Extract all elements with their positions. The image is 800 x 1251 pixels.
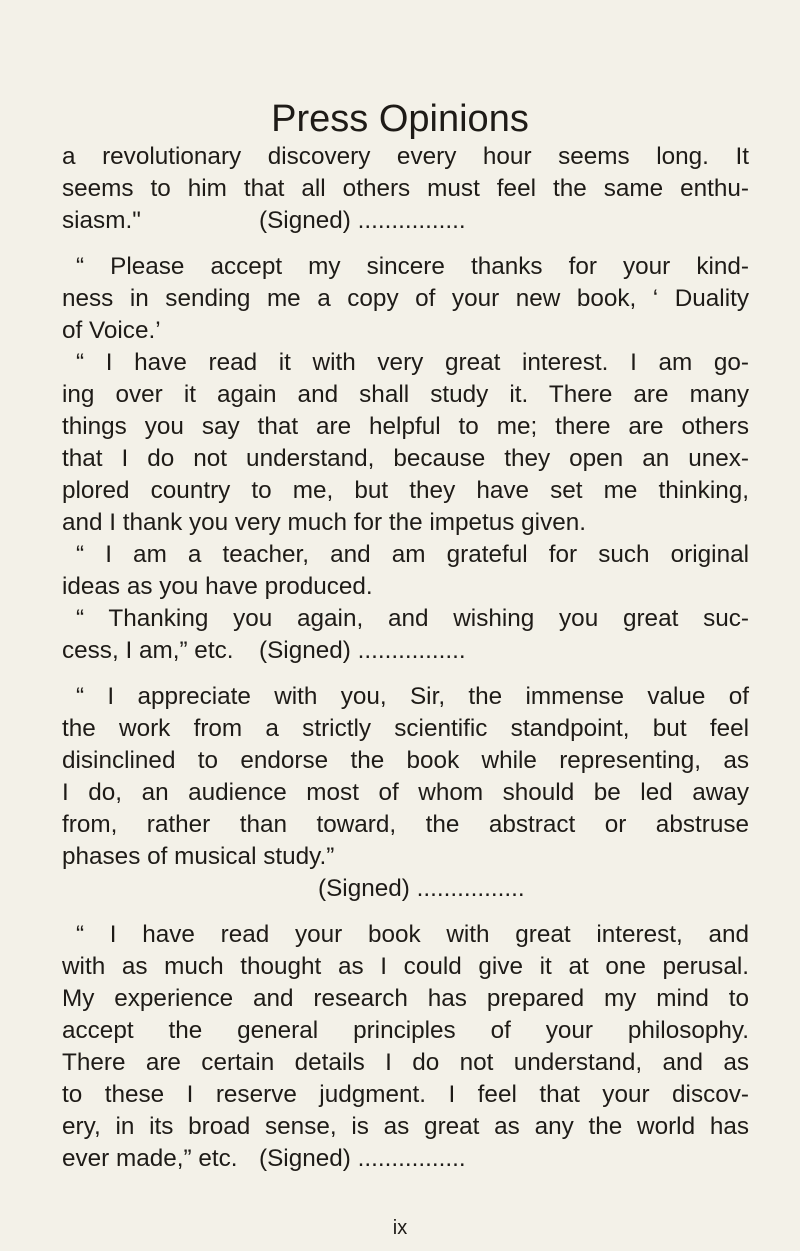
text-line: disinclined to endorse the book while representing, as — [62, 747, 749, 774]
text-line: siasm." — [62, 207, 141, 234]
paragraph-gap — [62, 905, 749, 919]
text-line: ideas as you have produced. — [62, 573, 373, 600]
text-line: of Voice.’ — [62, 317, 161, 344]
text-line: I do, an audience most of whom should be led away — [62, 779, 749, 806]
text-line: things you say that are helpful to me; there are others — [62, 413, 749, 440]
text-line: “ I am a teacher, and am grateful for such original — [76, 541, 749, 568]
signature-line: (Signed) ................ — [259, 637, 466, 664]
text-line: with as much thought as I could give it at one perusal. — [62, 953, 749, 980]
text-line: ness in sending me a copy of your new book, ‘ Duality — [62, 285, 749, 312]
paragraph-gap — [62, 237, 749, 251]
letter-3 — [62, 681, 749, 905]
text-line: plored country to me, but they have set me thinking, — [62, 477, 749, 504]
text-line: “ I appreciate with you, Sir, the immense value of — [76, 683, 749, 710]
letter-4 — [62, 919, 749, 1175]
text-line: to these I reserve judgment. I feel that your discov- — [62, 1081, 749, 1108]
signature-line: (Signed) ................ — [318, 875, 525, 902]
signature-line: (Signed) ................ — [259, 207, 466, 234]
text-line: “ Please accept my sincere thanks for your kind- — [76, 253, 749, 280]
page-title: Press Opinions — [271, 98, 529, 141]
signature-line: (Signed) ................ — [259, 1145, 466, 1172]
page-number: ix — [392, 1217, 408, 1239]
text-line: ery, in its broad sense, is as great as any the world has — [62, 1113, 749, 1140]
text-line: seems to him that all others must feel the same enthu- — [62, 175, 749, 202]
text-line: “ I have read it with very great interest. I am go- — [76, 349, 749, 376]
text-line-with-signature — [62, 635, 749, 667]
text-line-with-signature — [62, 205, 749, 237]
text-line: cess, I am,” etc. — [62, 637, 234, 664]
text-line: “ I have read your book with great interest, and — [76, 921, 749, 948]
text-line: ever made,” etc. — [62, 1145, 238, 1172]
text-line: that I do not understand, because they open an unex- — [62, 445, 749, 472]
text-line: “ Thanking you again, and wishing you great suc- — [76, 605, 749, 632]
text-line: from, rather than toward, the abstract or abstruse — [62, 811, 749, 838]
text-line: a revolutionary discovery every hour seems long. It — [62, 143, 749, 170]
text-line: There are certain details I do not understand, and as — [62, 1049, 749, 1076]
text-line: the work from a strictly scientific standpoint, but feel — [62, 715, 749, 742]
text-line: phases of musical study.” — [62, 843, 335, 870]
text-line-with-signature — [62, 1143, 749, 1175]
paragraph-gap — [62, 667, 749, 681]
letter-2 — [62, 251, 749, 667]
text-line: ing over it again and shall study it. There are many — [62, 381, 749, 408]
text-line: and I thank you very much for the impetus given. — [62, 509, 587, 536]
text-line: accept the general principles of your philosophy. — [62, 1017, 749, 1044]
letter-1 — [62, 141, 749, 237]
text-line: My experience and research has prepared my mind to — [62, 985, 749, 1012]
press-opinions-text — [62, 141, 749, 1175]
